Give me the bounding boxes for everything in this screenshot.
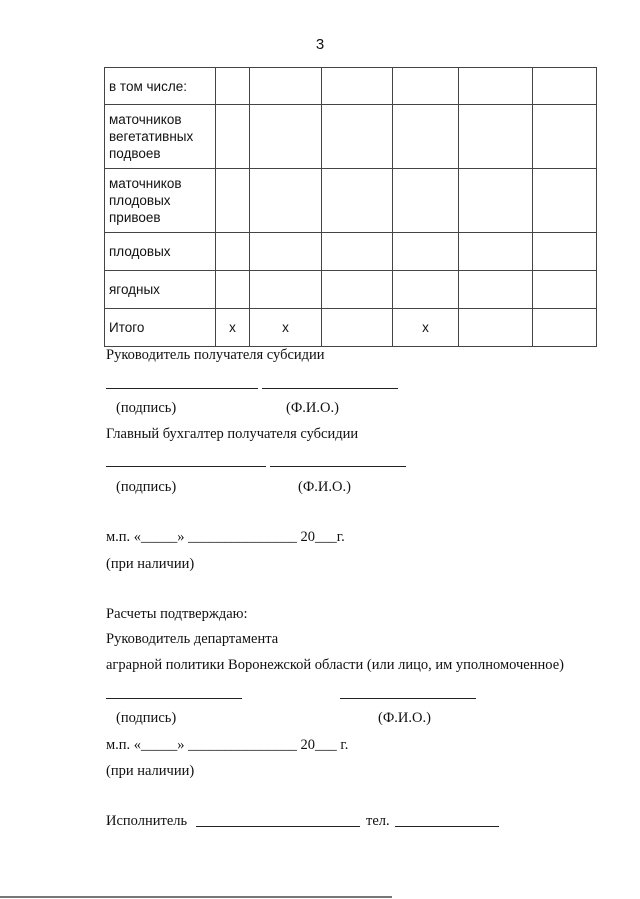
table-cell: [533, 105, 597, 169]
table-cell: [459, 309, 533, 347]
table-row: [105, 271, 597, 309]
table-cell: [216, 105, 250, 169]
row-label: ягодных: [105, 271, 216, 309]
department-signature-label: (подпись): [116, 710, 177, 726]
phone-line: [395, 826, 499, 827]
department-name-label: (Ф.И.О.): [378, 710, 431, 726]
table-cell: х: [393, 309, 459, 347]
table-row: [105, 68, 597, 105]
department-name-line: [340, 698, 476, 699]
table-cell: [459, 68, 533, 105]
table-cell: [393, 271, 459, 309]
row-label: маточников вегетативных подвоев: [105, 105, 216, 169]
table-cell: [533, 233, 597, 271]
table-row: [105, 105, 597, 169]
data-table: [104, 67, 597, 347]
table-cell: [322, 169, 393, 233]
table-cell: х: [216, 309, 250, 347]
table-cell: [322, 105, 393, 169]
table-cell: [393, 233, 459, 271]
row-label: в том числе:: [105, 68, 216, 105]
accountant-signature-line: [106, 466, 266, 467]
table-cell: [459, 105, 533, 169]
row-label: маточников плодовых привоев: [105, 169, 216, 233]
table-cell: [459, 233, 533, 271]
table-cell: [533, 169, 597, 233]
recipient-signature-label: (подпись): [116, 400, 177, 416]
department-signature-line: [106, 698, 242, 699]
table-cell: х: [250, 309, 322, 347]
table-cell: [250, 105, 322, 169]
stamp-note-2: (при наличии): [106, 763, 195, 779]
executor-name-line: [196, 826, 360, 827]
recipient-head-title: Руководитель получателя субсидии: [106, 347, 325, 363]
accountant-signature-label: (подпись): [116, 479, 177, 495]
table-cell: [250, 169, 322, 233]
table-cell: [533, 309, 597, 347]
recipient-signature-line: [106, 388, 258, 389]
recipient-name-label: (Ф.И.О.): [286, 400, 339, 416]
table-cell: [533, 68, 597, 105]
table-cell: [216, 68, 250, 105]
table-cell: [322, 68, 393, 105]
executor-label: Исполнитель: [106, 813, 188, 829]
stamp-line-2: м.п. «_____» _______________ 20___ г.: [106, 737, 349, 753]
phone-label: тел.: [366, 813, 390, 829]
table-cell: [459, 271, 533, 309]
table-cell: [250, 68, 322, 105]
table-cell: [322, 309, 393, 347]
table-cell: [322, 271, 393, 309]
table-cell: [216, 233, 250, 271]
table-cell: [216, 169, 250, 233]
department-name: аграрной политики Воронежской области (или лицо, им уполномоченное): [106, 657, 564, 673]
table-row: [105, 233, 597, 271]
page-number: 3: [315, 36, 325, 53]
row-label: плодовых: [105, 233, 216, 271]
table-row: [105, 309, 597, 347]
table-row: [105, 169, 597, 233]
accountant-name-line: [270, 466, 406, 467]
table-cell: [533, 271, 597, 309]
table-cell: [393, 68, 459, 105]
table-cell: [393, 169, 459, 233]
table-cell: [250, 233, 322, 271]
accountant-name-label: (Ф.И.О.): [298, 479, 351, 495]
page-bottom-rule: [0, 896, 392, 898]
table-cell: [322, 233, 393, 271]
table-cell: [393, 105, 459, 169]
chief-accountant-title: Главный бухгалтер получателя субсидии: [106, 426, 359, 442]
table-cell: [216, 271, 250, 309]
confirmation-text: Расчеты подтверждаю:: [106, 606, 248, 622]
table-cell: [459, 169, 533, 233]
department-head-title: Руководитель департамента: [106, 631, 279, 647]
table-cell: [250, 271, 322, 309]
row-label: Итого: [105, 309, 216, 347]
recipient-name-line: [262, 388, 398, 389]
stamp-line-1: м.п. «_____» _______________ 20___г.: [106, 529, 345, 545]
stamp-note-1: (при наличии): [106, 556, 195, 572]
